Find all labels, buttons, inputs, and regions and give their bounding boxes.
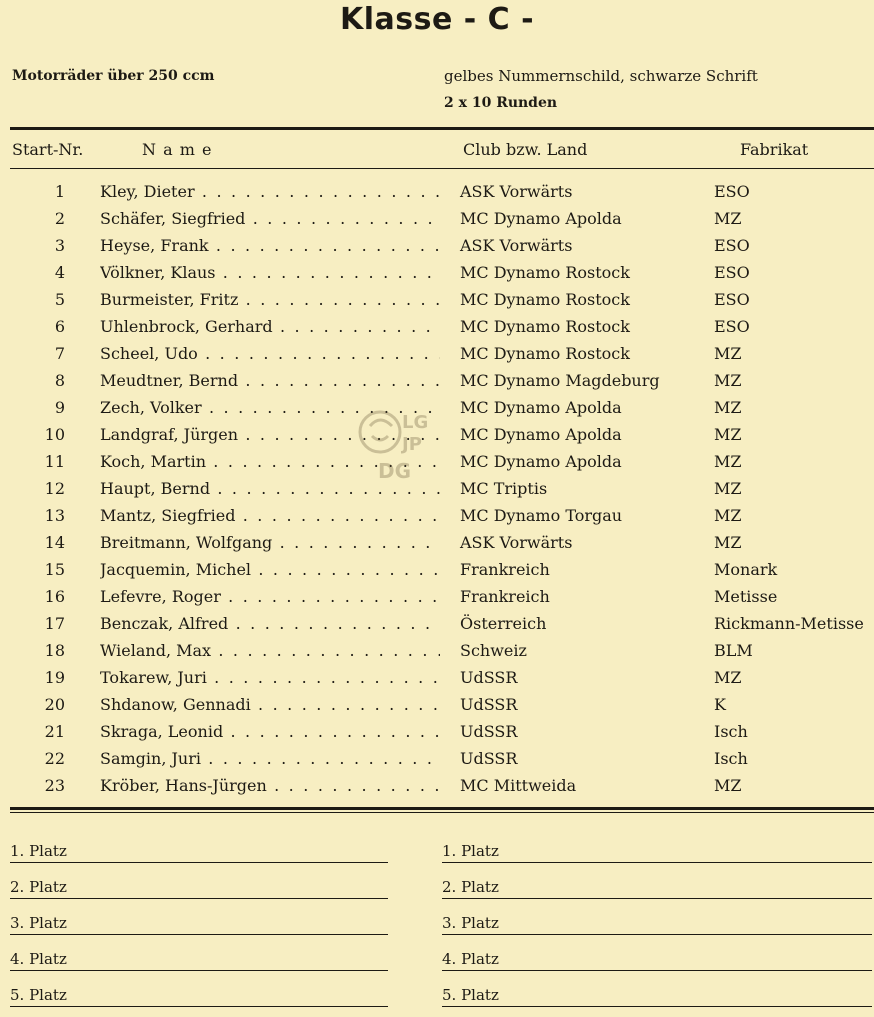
place-blank-line <box>442 970 872 971</box>
start-number: 16 <box>44 587 65 606</box>
rider-name: Skraga, Leonid . . . <box>100 722 440 741</box>
rider-name: Wieland, Max . . . <box>100 641 440 660</box>
table-row <box>0 371 874 398</box>
manufacturer: MZ <box>714 371 742 390</box>
club-country: Schweiz <box>460 641 527 660</box>
page-title: Klasse - C - <box>339 2 535 37</box>
place-blank-line <box>442 934 872 935</box>
header-rule-top <box>10 127 874 130</box>
manufacturer: Rickmann-Metisse <box>714 614 864 633</box>
place-label: 1. Platz <box>442 842 499 860</box>
start-number: 12 <box>44 479 65 498</box>
place-blank-line <box>442 1006 872 1007</box>
start-number: 3 <box>54 236 65 255</box>
start-number: 11 <box>44 452 65 471</box>
start-number: 2 <box>54 209 65 228</box>
table-row <box>0 641 874 668</box>
club-country: MC Dynamo Apolda <box>460 398 622 417</box>
rider-name: Schäfer, Siegfried . . . <box>100 209 440 228</box>
start-number: 6 <box>54 317 65 336</box>
manufacturer: MZ <box>714 668 742 687</box>
rider-name: Zech, Volker . . . <box>100 398 440 417</box>
table-row <box>0 749 874 776</box>
table-row <box>0 317 874 344</box>
manufacturer: MZ <box>714 344 742 363</box>
rider-name: Samgin, Juri . . . <box>100 749 440 768</box>
club-country: MC Dynamo Apolda <box>460 425 622 444</box>
rider-name: Breitmann, Wolfgang . . . <box>100 533 440 552</box>
table-row <box>0 668 874 695</box>
club-country: MC Mittweida <box>460 776 577 795</box>
start-number: 15 <box>44 560 65 579</box>
club-country: UdSSR <box>460 695 518 714</box>
rider-name: Völkner, Klaus . . . <box>100 263 440 282</box>
start-number: 7 <box>54 344 65 363</box>
rider-name: Tokarew, Juri . . . <box>100 668 440 687</box>
manufacturer: MZ <box>714 506 742 525</box>
club-country: MC Dynamo Magdeburg <box>460 371 660 390</box>
club-country: ASK Vorwärts <box>460 182 573 201</box>
club-country: ASK Vorwärts <box>460 236 573 255</box>
club-country: ASK Vorwärts <box>460 533 573 552</box>
start-number: 1 <box>54 182 65 201</box>
club-country: UdSSR <box>460 668 518 687</box>
place-label: 4. Platz <box>442 950 499 968</box>
rider-name: Meudtner, Bernd . . . <box>100 371 440 390</box>
rider-name: Jacquemin, Michel . . . <box>100 560 440 579</box>
table-row <box>0 182 874 209</box>
svg-text:LG: LG <box>402 412 429 433</box>
rider-name: Mantz, Siegfried . . . <box>100 506 440 525</box>
club-country: MC Dynamo Rostock <box>460 344 630 363</box>
rider-name: Scheel, Udo . . . <box>100 344 440 363</box>
manufacturer: ESO <box>714 182 750 201</box>
manufacturer: Isch <box>714 749 748 768</box>
table-row <box>0 290 874 317</box>
manufacturer: ESO <box>714 236 750 255</box>
svg-text:JP: JP <box>402 434 422 455</box>
place-blank-line <box>10 1006 388 1007</box>
rider-name: Landgraf, Jürgen . . . <box>100 425 440 444</box>
table-row <box>0 695 874 722</box>
manufacturer: MZ <box>714 209 742 228</box>
list-end-rule-thin <box>10 812 874 813</box>
start-number: 17 <box>44 614 65 633</box>
start-number: 9 <box>54 398 65 417</box>
table-row <box>0 263 874 290</box>
place-label: 2. Platz <box>10 878 67 896</box>
club-country: MC Dynamo Torgau <box>460 506 623 525</box>
manufacturer: Isch <box>714 722 748 741</box>
place-blank-line <box>442 862 872 863</box>
start-number: 19 <box>44 668 65 687</box>
start-number: 13 <box>44 506 65 525</box>
header-club: Club bzw. Land <box>463 140 588 159</box>
club-country: MC Dynamo Apolda <box>460 452 622 471</box>
place-blank-line <box>10 970 388 971</box>
table-row <box>0 722 874 749</box>
start-number: 5 <box>54 290 65 309</box>
start-number: 10 <box>44 425 65 444</box>
rider-name: Kröber, Hans-Jürgen . . . <box>100 776 440 795</box>
club-country: UdSSR <box>460 722 518 741</box>
manufacturer: K <box>714 695 726 714</box>
table-row <box>0 506 874 533</box>
table-row <box>0 344 874 371</box>
rider-name: Kley, Dieter . . . <box>100 182 440 201</box>
start-number: 8 <box>54 371 65 390</box>
manufacturer: MZ <box>714 533 742 552</box>
start-number: 14 <box>44 533 65 552</box>
header-rule-bottom <box>10 168 874 169</box>
rider-name: Heyse, Frank . . . <box>100 236 440 255</box>
place-label: 4. Platz <box>10 950 67 968</box>
rider-name: Shdanow, Gennadi . . . <box>100 695 440 714</box>
place-label: 1. Platz <box>10 842 67 860</box>
table-row <box>0 587 874 614</box>
club-country: MC Dynamo Rostock <box>460 317 630 336</box>
plate-info: gelbes Nummernschild, schwarze Schrift <box>444 67 758 85</box>
manufacturer: BLM <box>714 641 753 660</box>
manufacturer: Monark <box>714 560 778 579</box>
entry-list <box>0 182 874 803</box>
club-stamp-logo <box>350 402 438 484</box>
place-blank-line <box>10 898 388 899</box>
rider-name: Burmeister, Fritz . . . <box>100 290 440 309</box>
table-row <box>0 614 874 641</box>
rider-name: Benczak, Alfred . . . <box>100 614 440 633</box>
manufacturer: MZ <box>714 398 742 417</box>
table-row <box>0 236 874 263</box>
rider-name: Uhlenbrock, Gerhard . . . <box>100 317 440 336</box>
place-label: 5. Platz <box>10 986 67 1004</box>
manufacturer: ESO <box>714 317 750 336</box>
club-country: Frankreich <box>460 560 550 579</box>
place-blank-line <box>10 934 388 935</box>
svg-text:DG: DG <box>378 459 412 483</box>
club-country: Österreich <box>460 614 547 633</box>
manufacturer: MZ <box>714 776 742 795</box>
class-description: Motorräder über 250 ccm <box>12 68 215 84</box>
start-number: 23 <box>44 776 65 795</box>
manufacturer: Metisse <box>714 587 778 606</box>
start-number: 20 <box>44 695 65 714</box>
place-label: 3. Platz <box>442 914 499 932</box>
table-row <box>0 533 874 560</box>
manufacturer: ESO <box>714 290 750 309</box>
start-number: 4 <box>54 263 65 282</box>
rider-name: Koch, Martin . . . <box>100 452 440 471</box>
place-blank-line <box>442 898 872 899</box>
manufacturer: MZ <box>714 479 742 498</box>
table-row <box>0 776 874 803</box>
table-row <box>0 209 874 236</box>
header-fabrikat: Fabrikat <box>740 140 809 159</box>
start-number: 22 <box>44 749 65 768</box>
club-country: Frankreich <box>460 587 550 606</box>
table-row <box>0 560 874 587</box>
place-label: 3. Platz <box>10 914 67 932</box>
header-startnr: Start-Nr. <box>12 140 84 159</box>
club-country: MC Dynamo Apolda <box>460 209 622 228</box>
start-number: 18 <box>44 641 65 660</box>
club-country: MC Dynamo Rostock <box>460 263 630 282</box>
manufacturer: MZ <box>714 452 742 471</box>
place-label: 2. Platz <box>442 878 499 896</box>
manufacturer: ESO <box>714 263 750 282</box>
list-end-rule <box>10 807 874 810</box>
laps-info: 2 x 10 Runden <box>444 95 558 111</box>
rider-name: Lefevre, Roger . . . <box>100 587 440 606</box>
place-label: 5. Platz <box>442 986 499 1004</box>
start-number: 21 <box>44 722 65 741</box>
manufacturer: MZ <box>714 425 742 444</box>
header-name: N a m e <box>142 140 213 159</box>
club-country: MC Triptis <box>460 479 548 498</box>
club-country: MC Dynamo Rostock <box>460 290 630 309</box>
club-country: UdSSR <box>460 749 518 768</box>
place-blank-line <box>10 862 388 863</box>
rider-name: Haupt, Bernd . . . <box>100 479 440 498</box>
